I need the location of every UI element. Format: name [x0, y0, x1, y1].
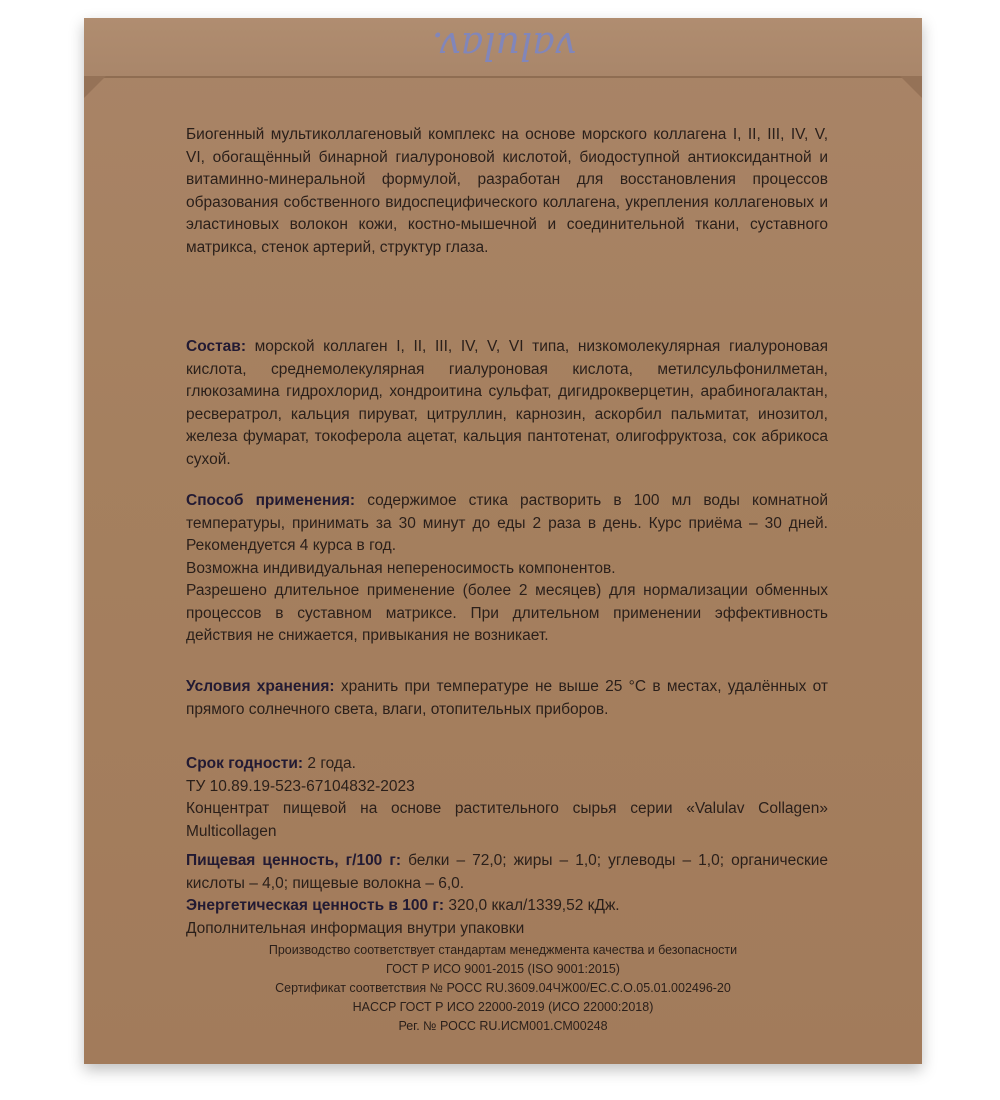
intro-paragraph: Биогенный мультиколлагеновый комплекс на основе морского коллагена I, II, III, IV, V, VI, обогащённый бинарной гиалуроновой кислотой, биодоступной антиоксидантной и витаминно-минеральной формулой, разработан для восстановления процессов образования собственного видоспецифического коллагена, укрепления коллагеновых и эластиновых волокон кожи, костно-мышечной и соединительной ткани, суставного матрикса, стенок артерий, структур глаза.	[186, 126, 828, 256]
usage-paragraph	[186, 490, 828, 648]
storage-paragraph	[186, 676, 828, 721]
usage-long-term-note: Разрешено длительное применение (более 2 месяцев) для нормализации обменных процессов в суставном матриксе. При длительном применении эффективность действия не снижается, привыкания не возникает.	[186, 582, 828, 644]
usage-label: Способ применения:	[186, 492, 356, 509]
brand-logo: valulav.	[431, 24, 577, 68]
footer-line: Рег. № РОСС RU.ИСМ001.СМ00248	[398, 1019, 608, 1033]
extra-info-line: Дополнительная информация внутри упаковки	[186, 919, 525, 937]
storage-text: хранить при температуре не выше 25 °С в местах, удалённых от прямого солнечного света, влаги, отопительных приборов.	[186, 678, 829, 718]
composition-text: морской коллаген I, II, III, IV, V, VI типа, низкомолекулярная гиалуроновая кислота, среднемолекулярная гиалуроновая кислота, метилсульфонилметан, глюкозамина гидрохлорид, хондроитина сульфат, дигидрокверцетин, арабиногалактан, ресвератрол, кальция пируват, цитруллин, карнозин, аскорбил пальмитат, инозитол, железа фумарат, токоферола ацетат, кальция пантотенат, олигофруктоза, сок абрикоса сухой.	[186, 338, 829, 468]
nutrition-text: белки – 72,0; жиры – 1,0; углеводы – 1,0; органические кислоты – 4,0; пищевые волокна – 6,0.	[186, 852, 828, 892]
footer-line: Производство соответствует стандартам менеджмента качества и безопасности	[268, 943, 738, 957]
footer-line: ГОСТ Р ИСО 9001-2015 (ISO 9001:2015)	[386, 962, 620, 976]
tu-line: ТУ 10.89.19-523-67104832-2023	[186, 777, 415, 795]
product-box	[84, 18, 922, 1064]
usage-text: содержимое стика растворить в 100 мл воды комнатной температуры, принимать за 30 минут до еды 2 раза в день. Курс приёма – 30 дней. Рекомендуется 4 курса в год.	[186, 492, 828, 554]
composition-paragraph	[186, 336, 828, 471]
composition-label: Состав:	[186, 338, 246, 355]
shelf-life-label: Срок годности:	[186, 755, 304, 772]
nutrition-paragraph	[186, 850, 828, 940]
flap-notch-right	[900, 76, 922, 98]
energy-text: 320,0 ккал/1339,52 кДж.	[448, 897, 620, 914]
footer-line: Сертификат соответствия № РОСС RU.3609.04ЧЖ00/ЕС.С.О.05.01.002496-20	[275, 981, 731, 995]
footer-line: HACCP ГОСТ Р ИСО 22000-2019 (ИСО 22000:2018)	[352, 1000, 654, 1014]
shelf-life-text: 2 года.	[307, 755, 356, 772]
nutrition-label: Пищевая ценность, г/100 г:	[186, 852, 401, 869]
concentrate-line: Концентрат пищевой на основе растительного сырья серии «Valulav Collagen» Multicollagen	[186, 800, 828, 840]
storage-label: Условия хранения:	[186, 678, 335, 695]
box-top-flap	[84, 18, 922, 78]
shelf-life-paragraph	[186, 753, 828, 843]
energy-label: Энергетическая ценность в 100 г:	[186, 897, 445, 914]
usage-intolerance-note: Возможна индивидуальная непереносимость компонентов.	[186, 559, 616, 577]
flap-notch-left	[84, 76, 106, 98]
energy-line	[186, 895, 828, 918]
certification-footer	[168, 941, 838, 1036]
